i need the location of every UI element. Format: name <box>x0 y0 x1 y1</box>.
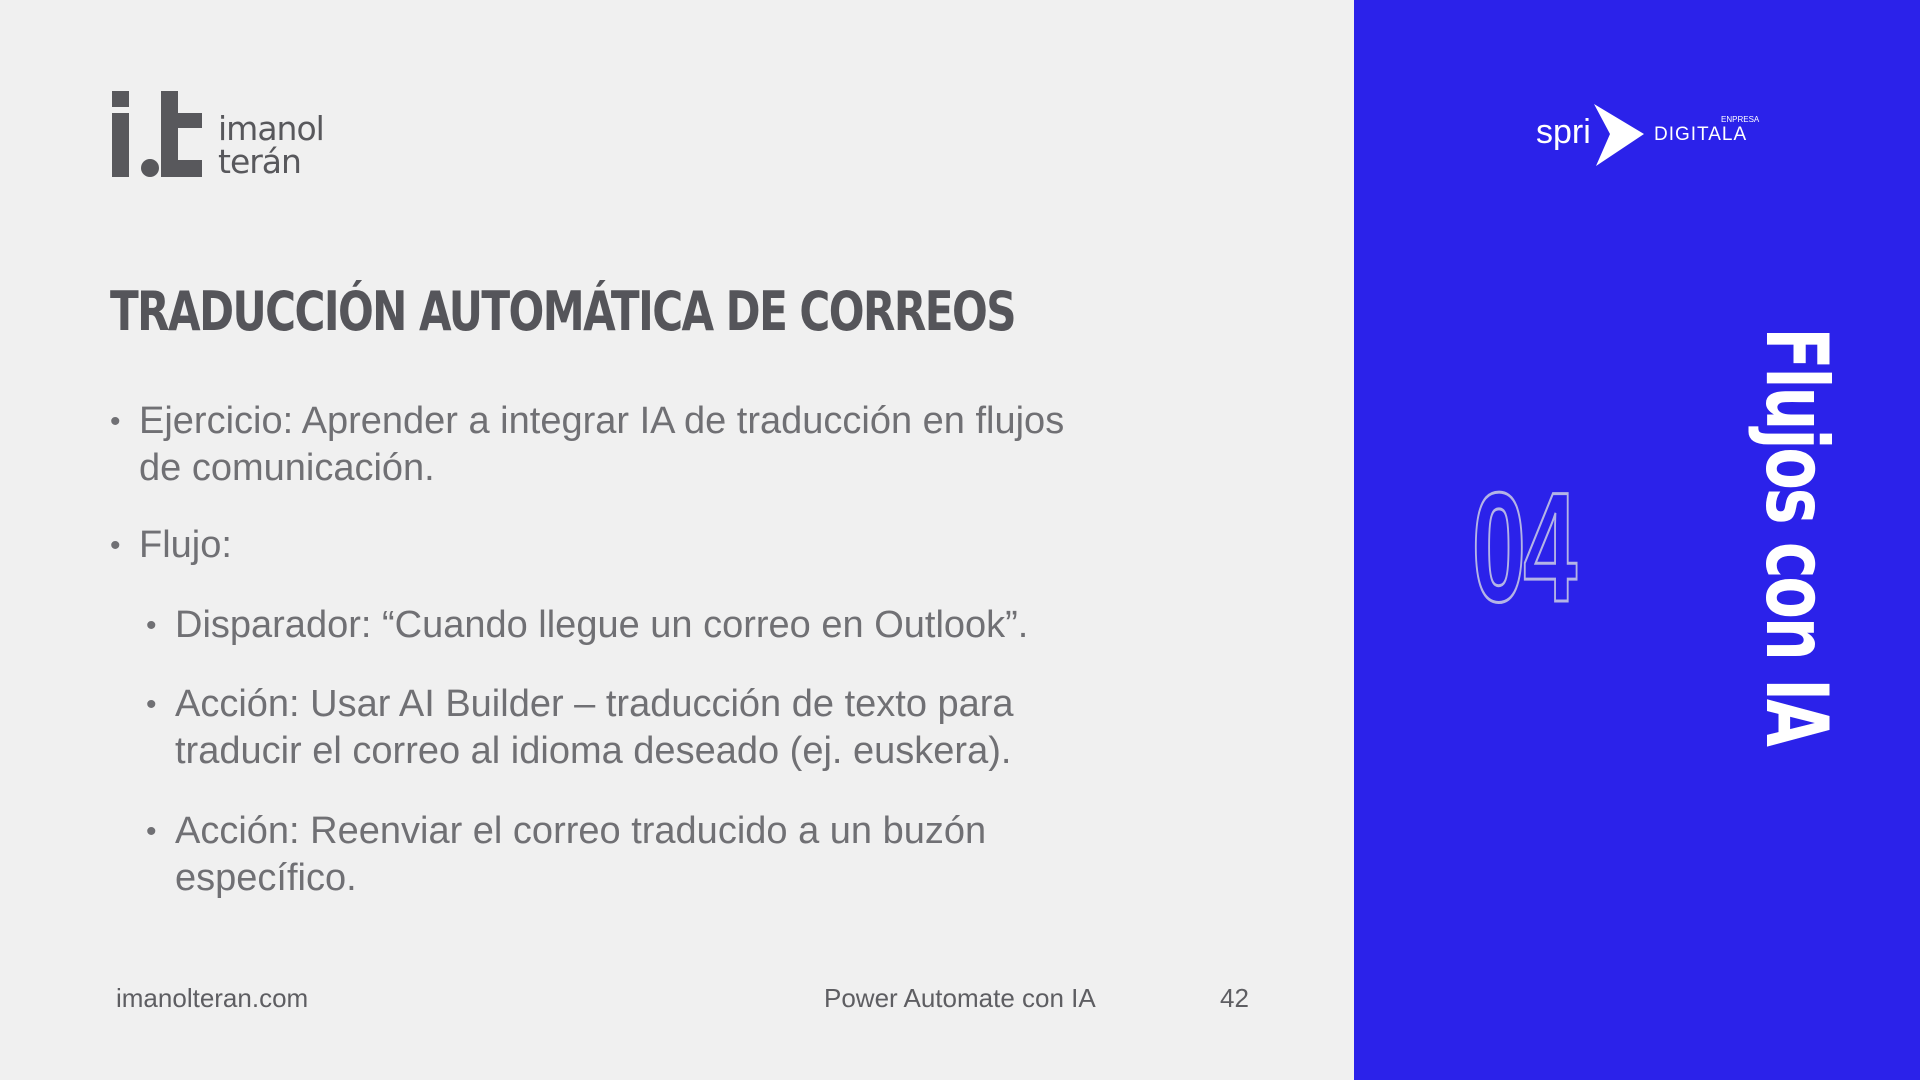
bullet-dot: • <box>110 529 121 562</box>
arrow-icon <box>1594 104 1644 166</box>
slide-title: TRADUCCIÓN AUTOMÁTICA DE CORREOS <box>110 280 1015 343</box>
footer-website: imanolteran.com <box>116 983 309 1013</box>
bullet-item <box>110 602 1090 649</box>
bullet-text: Disparador: “Cuando llegue un correo en Outlook”. <box>175 604 1029 646</box>
section-title-vertical <box>1746 246 1846 826</box>
bullet-item <box>110 808 1090 902</box>
logo-digitala-label: DIGITALA <box>1654 124 1748 145</box>
bullet-list <box>110 398 1090 902</box>
spri-digitala-logo <box>1536 100 1796 170</box>
logo-last-name: terán <box>218 142 301 181</box>
bullet-dot: • <box>146 609 157 642</box>
bullet-text: Acción: Reenviar el correo traducido a un buzón específico. <box>175 810 987 899</box>
bullet-item <box>110 398 1090 492</box>
it-logo-mark-icon <box>110 88 206 180</box>
logo-enpresa-label: ENPRESA <box>1721 115 1760 124</box>
page-number: 42 <box>1220 983 1249 1013</box>
section-title-text: Flujos con IA <box>1746 327 1846 745</box>
logo-first-name: imanol <box>218 109 324 148</box>
bullet-item <box>110 681 1090 775</box>
bullet-dot: • <box>146 815 157 848</box>
footer-course-title: Power Automate con IA <box>824 983 1096 1013</box>
section-number: 04 <box>1472 461 1575 635</box>
bullet-text: Acción: Usar AI Builder – traducción de texto para traducir el correo al idioma deseado (ej. euskera). <box>175 683 1014 772</box>
bullet-text: Ejercicio: Aprender a integrar IA de traducción en flujos de comunicación. <box>139 400 1065 489</box>
logo-name <box>218 109 324 181</box>
bullet-dot: • <box>146 688 157 721</box>
bullet-item <box>110 522 1090 569</box>
bullet-dot: • <box>110 405 121 438</box>
spri-logo-word: spri <box>1536 113 1591 151</box>
bullet-text: Flujo: <box>139 524 232 566</box>
